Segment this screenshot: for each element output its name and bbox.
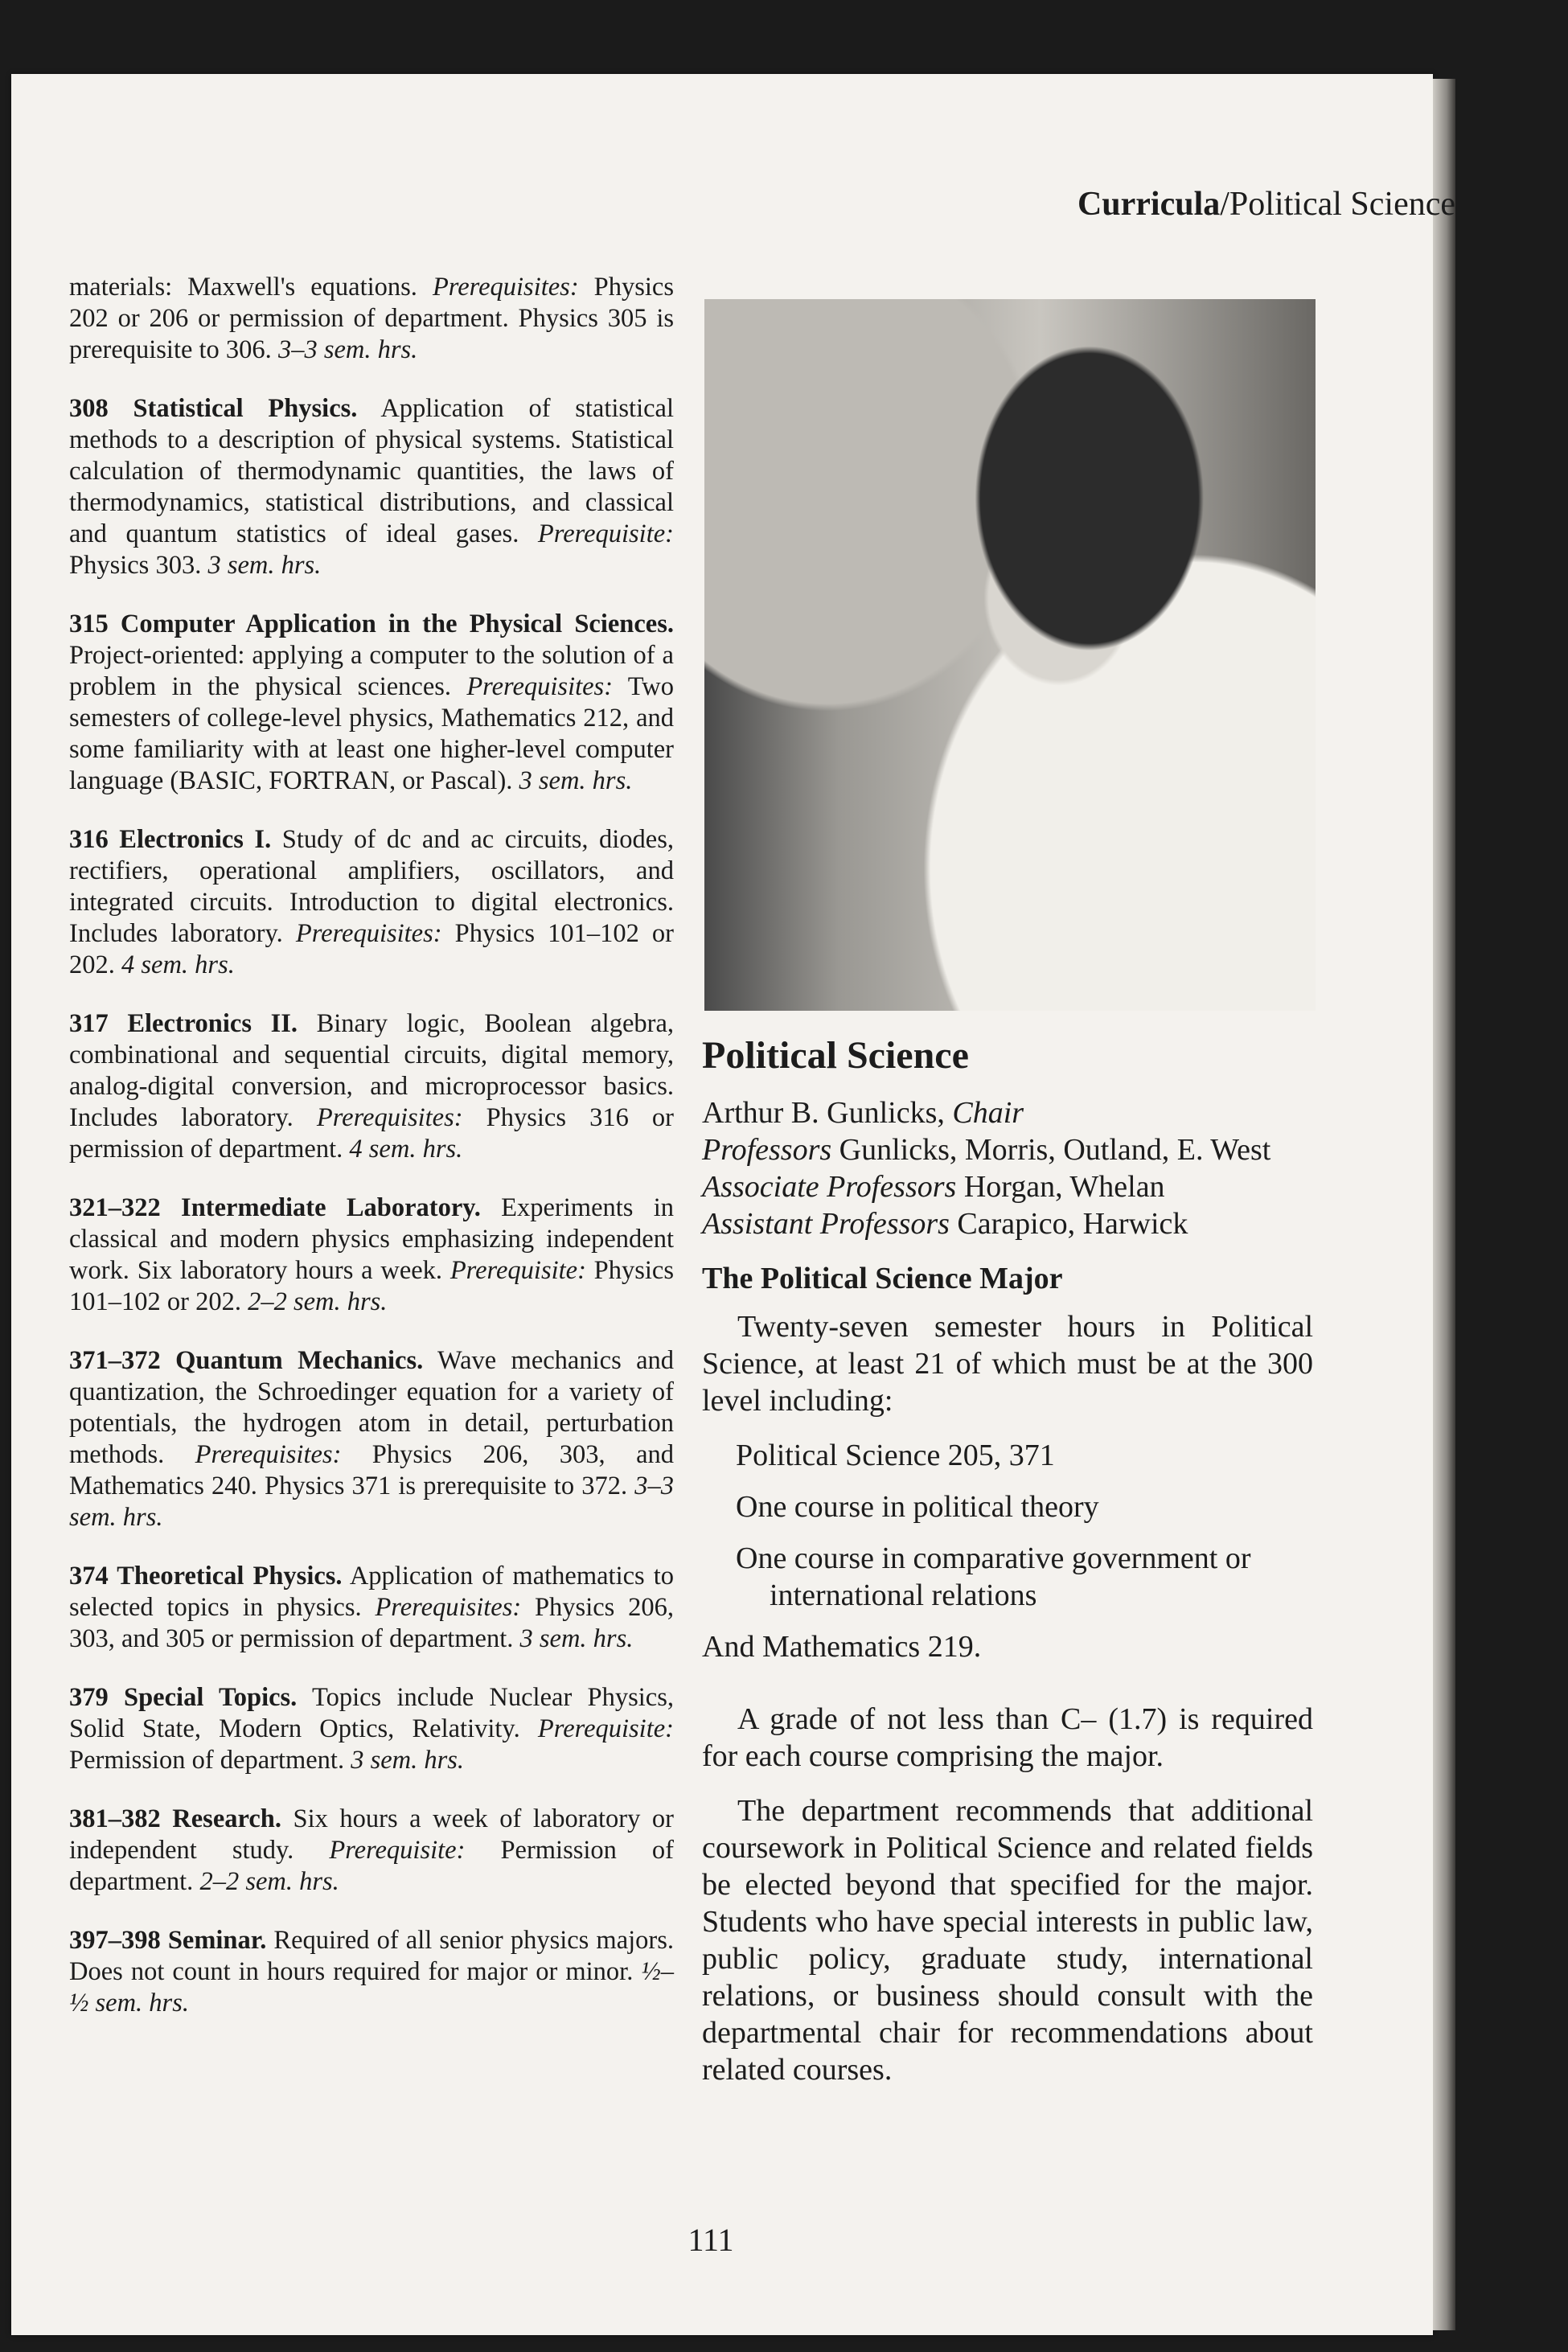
faculty-role: Associate Professors	[702, 1170, 957, 1204]
prereq-text: Physics 206, 303, and 305 or permission of department.	[69, 1593, 674, 1653]
prereq-text: Physics 303.	[69, 551, 208, 580]
math-requirement: And Mathematics 219.	[702, 1630, 982, 1664]
prereq-text: Physics 202 or 206 or permission of department. Physics 305 is prerequisite to 306.	[69, 273, 675, 364]
department-recommendation: The department recommends that additional coursework in Political Science and related fields be elected beyond that specified for the major. Students who have special interests in public law, public policy, graduate study, international relations, or business should consult with the departmental chair for recommendations about related courses.	[702, 1794, 1313, 2087]
course-entry	[69, 1925, 674, 2019]
faculty-role: Assistant Professors	[702, 1207, 950, 1241]
course-description: Application of statistical methods to a description of physical systems. Statistical calculation of thermodynamic quantities, the laws of thermodynamics, statistical distributions, and classical and quantum statistics of ideal gases.	[69, 394, 674, 548]
prereq-text: Physics 101–102 or 202.	[69, 1256, 675, 1316]
course-entry	[69, 1682, 674, 1776]
prereq-label: Prerequisite:	[537, 1714, 674, 1743]
course-heading: 321–322 Intermediate Laboratory.	[69, 1193, 481, 1222]
prereq-label: Prerequisite:	[449, 1256, 586, 1285]
faculty-names: Arthur B. Gunlicks,	[702, 1096, 953, 1130]
credit-hours: 3 sem. hrs.	[519, 766, 633, 795]
section-title: Political Science	[702, 1034, 969, 1077]
prereq-label: Prerequisites:	[295, 919, 442, 948]
prereq-text: Permission of department.	[69, 1746, 351, 1775]
course-entry	[69, 1192, 674, 1318]
major-title: The Political Science Major	[702, 1262, 1063, 1295]
course-description: Study of dc and ac circuits, diodes, rectifiers, operational amplifiers, oscillators, and integrated circuits. Introduction to digital electronics. Includes laboratory.	[69, 825, 675, 948]
credit-hours: 4 sem. hrs.	[349, 1135, 463, 1164]
course-heading: 381–382 Research.	[69, 1804, 281, 1833]
credit-hours: 3–3 sem. hrs.	[69, 1472, 674, 1532]
faculty-names: Carapico, Harwick	[949, 1207, 1188, 1241]
course-description: Six hours a week of laboratory or independent study.	[69, 1804, 674, 1865]
prereq-label: Prerequisites:	[466, 672, 614, 701]
major-intro: Twenty-seven semester hours in Political Science, at least 21 of which must be at the 300 level including:	[702, 1310, 1313, 1418]
faculty-list	[702, 1094, 1313, 1242]
course-entries	[69, 393, 674, 2019]
requirement-list	[702, 1437, 1313, 1614]
running-head	[1077, 185, 1455, 224]
course-entry	[69, 609, 674, 797]
course-heading: 315 Computer Application in the Physical Sciences.	[69, 610, 674, 638]
course-heading: 371–372 Quantum Mechanics.	[69, 1346, 424, 1375]
requirement-item: Political Science 205, 371	[736, 1439, 1055, 1472]
prereq-label: Prerequisite:	[329, 1836, 466, 1865]
page-edge	[1433, 79, 1455, 2330]
prereq-label: Prerequisites:	[432, 273, 579, 302]
credit-hours: 4 sem. hrs.	[121, 950, 235, 979]
credit-hours: 2–2 sem. hrs.	[199, 1867, 339, 1896]
course-entry	[69, 1345, 674, 1533]
course-heading: 317 Electronics II.	[69, 1009, 298, 1038]
course-description: Required of all senior physics majors. Does not count in hours required for major or minor.	[69, 1926, 674, 1986]
course-description: Project-oriented: applying a computer to the solution of a problem in the physical sciences.	[69, 641, 674, 701]
student-photo	[704, 299, 1316, 1011]
course-entry	[69, 824, 674, 981]
faculty-line	[702, 1205, 1313, 1242]
credit-hours: 3 sem. hrs.	[351, 1746, 465, 1775]
political-science-section	[702, 1033, 1313, 2106]
credit-hours: 3 sem. hrs.	[519, 1624, 634, 1653]
credit-hours: 3–3 sem. hrs.	[277, 335, 418, 364]
course-heading: 397–398 Seminar.	[69, 1926, 267, 1955]
prereq-text: Permission of department.	[69, 1836, 675, 1896]
prereq-label: Prerequisites:	[375, 1593, 522, 1622]
course-entry	[69, 393, 674, 581]
faculty-role: Chair	[952, 1096, 1024, 1130]
page-number: 111	[688, 2222, 734, 2258]
course-entry	[69, 1804, 674, 1898]
prereq-text: Physics 101–102 or 202.	[69, 919, 674, 979]
course-heading: 308 Statistical Physics.	[69, 394, 358, 423]
course-description: Application of mathematics to selected topics in physics.	[69, 1562, 674, 1622]
faculty-line	[702, 1168, 1313, 1205]
physics-course-list	[69, 272, 674, 2046]
course-description: Binary logic, Boolean algebra, combinational and sequential circuits, digital memory, analog-digital conversion, and microprocessor basics. Includes laboratory.	[69, 1009, 674, 1132]
course-heading: 316 Electronics I.	[69, 825, 272, 854]
course-entry	[69, 1561, 674, 1655]
course-heading: 374 Theoretical Physics.	[69, 1562, 343, 1591]
faculty-line	[702, 1094, 1313, 1131]
credit-hours: 2–2 sem. hrs.	[248, 1287, 388, 1316]
prereq-text: Two semesters of college-level physics, Mathematics 212, and some familiarity with at least one higher-level computer language (BASIC, FORTRAN, or Pascal).	[69, 672, 675, 795]
prereq-label: Prerequisites:	[316, 1103, 463, 1132]
credit-hours: 3 sem. hrs.	[207, 551, 322, 580]
running-head-section: Curricula	[1077, 186, 1221, 223]
requirement-item: One course in political theory	[736, 1490, 1099, 1524]
prereq-text: Physics 206, 303, and Mathematics 240. Physics 371 is prerequisite to 372.	[69, 1440, 675, 1500]
continued-text: materials: Maxwell's equations.	[69, 273, 433, 302]
course-description: Experiments in classical and modern physics emphasizing independent work. Six laboratory hours a week.	[69, 1193, 674, 1285]
faculty-names: Horgan, Whelan	[956, 1170, 1165, 1204]
grade-rule: A grade of not less than C– (1.7) is required for each course comprising the major.	[702, 1702, 1313, 1773]
running-head-subsection: /Political Science	[1220, 186, 1455, 223]
faculty-names: Gunlicks, Morris, Outland, E. West	[831, 1133, 1271, 1167]
course-description: Wave mechanics and quantization, the Schroedinger equation for a variety of potentials, the hydrogen atom in detail, perturbation methods.	[69, 1346, 674, 1469]
prereq-label: Prerequisites:	[195, 1440, 342, 1469]
prereq-text: Physics 316 or permission of department.	[69, 1103, 674, 1164]
requirement-item: One course in comparative government or international relations	[736, 1541, 1251, 1612]
continued-course-text	[69, 272, 674, 366]
course-entry	[69, 1008, 674, 1165]
prereq-label: Prerequisite:	[537, 519, 674, 548]
course-heading: 379 Special Topics.	[69, 1683, 298, 1712]
credit-hours: ½–½ sem. hrs.	[69, 1957, 674, 2017]
faculty-role: Professors	[702, 1133, 832, 1167]
course-description: Topics include Nuclear Physics, Solid State, Modern Optics, Relativity.	[69, 1683, 674, 1743]
faculty-line	[702, 1131, 1313, 1168]
